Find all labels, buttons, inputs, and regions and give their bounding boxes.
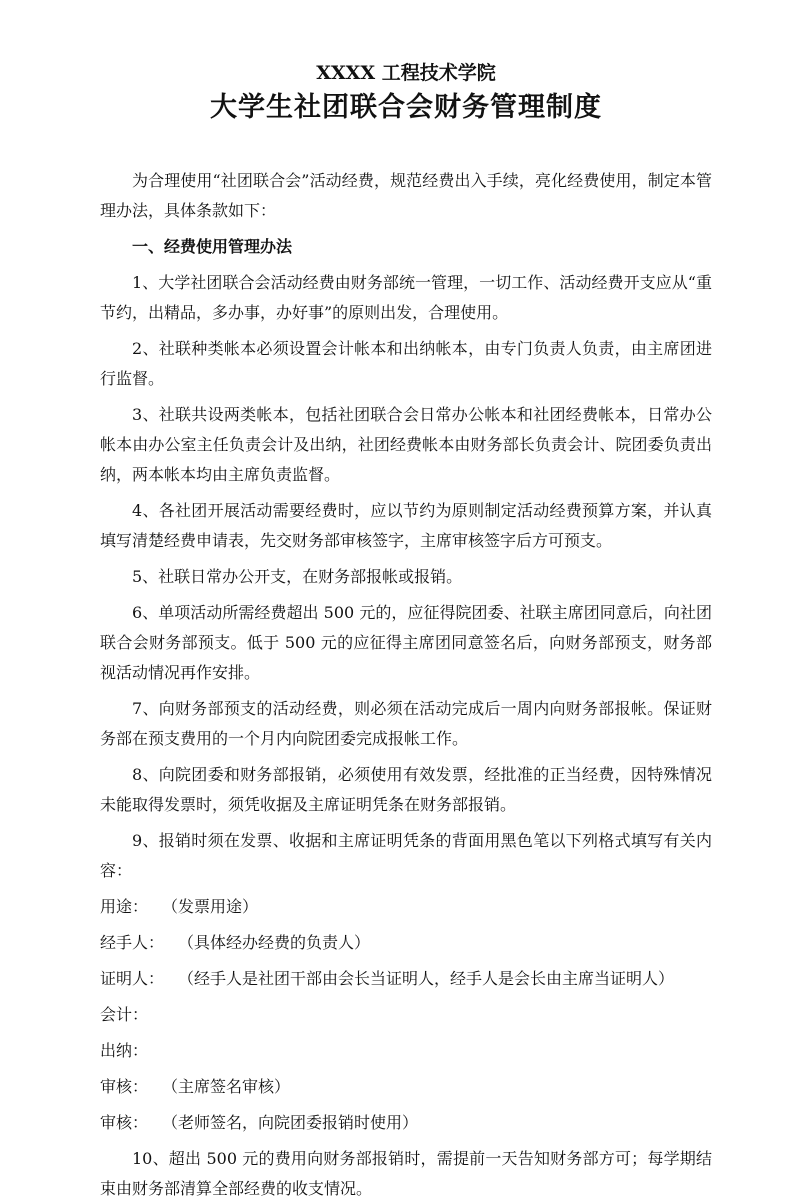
section-heading-1: 一、经费使用管理办法 xyxy=(132,237,293,256)
field-value: （主席签名审核） xyxy=(162,1077,291,1096)
field-witness xyxy=(100,964,712,994)
field-value: （具体经办经费的负责人） xyxy=(178,933,371,952)
clause-2: 2、社联种类帐本必须设置会计帐本和出纳帐本，由专门负责人负责，由主席团进行监督。 xyxy=(100,339,712,388)
field-cashier xyxy=(100,1036,712,1066)
field-handler xyxy=(100,928,712,958)
field-value: （老师签名，向院团委报销时使用） xyxy=(162,1113,419,1132)
field-accountant xyxy=(100,1000,712,1030)
field-review-teacher xyxy=(100,1108,712,1138)
clause-10: 10、超出 500 元的费用向财务部报销时，需提前一天告知财务部方可；每学期结束由财务部清算全部经费的收支情况。 xyxy=(100,1149,712,1198)
field-label: 审核： xyxy=(100,1113,149,1132)
clause-3: 3、社联共设两类帐本，包括社团联合会日常办公帐本和社团经费帐本，日常办公帐本由办公室主任负责会计及出纳，社团经费帐本由财务部长负责会计、院团委负责出纳，两本帐本均由主席负责监督。 xyxy=(100,405,712,484)
school-name: XXXX 工程技术学院 xyxy=(316,62,496,84)
clause-1: 1、大学社团联合会活动经费由财务部统一管理，一切工作、活动经费开支应从“重节约，出精品，多办事，办好事”的原则出发，合理使用。 xyxy=(100,273,712,322)
field-label: 出纳： xyxy=(100,1041,149,1060)
clause-9: 9、报销时须在发票、收据和主席证明凭条的背面用黑色笔以下列格式填写有关内容： xyxy=(100,831,712,880)
clause-8: 8、向院团委和财务部报销，必须使用有效发票，经批准的正当经费，因特殊情况未能取得发票时，须凭收据及主席证明凭条在财务部报销。 xyxy=(100,765,712,814)
field-value: （经手人是社团干部由会长当证明人，经手人是会长由主席当证明人） xyxy=(178,969,675,988)
field-label: 会计： xyxy=(100,1005,149,1024)
document-title: 大学生社团联合会财务管理制度 xyxy=(210,92,602,123)
field-purpose xyxy=(100,892,712,922)
field-label: 用途： xyxy=(100,897,149,916)
field-value: （发票用途） xyxy=(162,897,259,916)
clause-7: 7、向财务部预支的活动经费，则必须在活动完成后一周内向财务部报帐。保证财务部在预支费用的一个月内向院团委完成报帐工作。 xyxy=(100,699,712,748)
intro-paragraph: 为合理使用“社团联合会”活动经费，规范经费出入手续，亮化经费使用，制定本管理办法，具体条款如下： xyxy=(100,171,712,220)
field-review-chair xyxy=(100,1072,712,1102)
clause-5: 5、社联日常办公开支，在财务部报帐或报销。 xyxy=(132,567,463,586)
field-label: 审核： xyxy=(100,1077,149,1096)
field-label: 经手人： xyxy=(100,933,165,952)
clause-6: 6、单项活动所需经费超出 500 元的，应征得院团委、社联主席团同意后，向社团联合会财务部预支。低于 500 元的应征得主席团同意签名后，向财务部预支，财务部视活动情况再作安排。 xyxy=(100,603,712,682)
field-label: 证明人： xyxy=(100,969,165,988)
clause-4: 4、各社团开展活动需要经费时，应以节约为原则制定活动经费预算方案，并认真填写清楚经费申请表，先交财务部审核签字，主席审核签字后方可预支。 xyxy=(100,501,712,550)
